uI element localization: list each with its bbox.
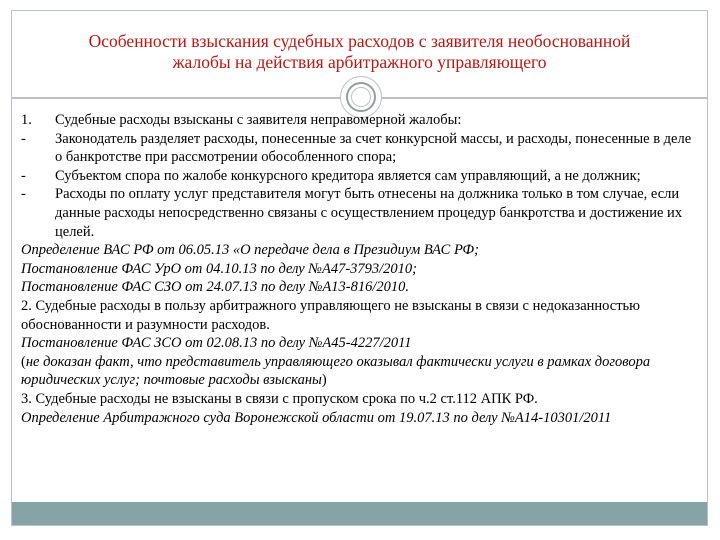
list-item-text: Расходы по оплату услуг представителя могут быть отнесены на должника только в том случае, если данные расходы непосредственно связаны с осуществлением процедур банкротства и достижение их целей. xyxy=(55,186,683,240)
slide-title-line-2: жалобы на действия арбитражного управляющего xyxy=(172,52,547,72)
list-marker: - xyxy=(21,130,26,147)
list-item xyxy=(21,130,693,167)
note-paragraph xyxy=(21,353,693,390)
slide-title xyxy=(12,31,707,73)
list-marker: - xyxy=(21,186,26,203)
note-paren-close: ) xyxy=(321,372,327,389)
circle-ornament-core xyxy=(351,87,371,107)
list-marker: 1. xyxy=(21,112,32,128)
reference-line: Определение Арбитражного суда Воронежской области от 19.07.13 по делу №А14-10301/2011 xyxy=(21,409,612,426)
slide-title-line-1: Особенности взыскания судебных расходов с заявителя необоснованной xyxy=(88,31,631,51)
point-3-text: 3. Судебные расходы не взысканы в связи с пропуском срока по ч.2 ст.112 АПК РФ. xyxy=(21,390,538,407)
reference-line: Определение ВАС РФ от 06.05.13 «О передаче дела в Президиум ВАС РФ; xyxy=(21,242,479,259)
reference-line: Постановление ФАС СЗО от 24.07.13 по делу №А13-816/2010. xyxy=(21,279,409,296)
reference-line: Постановление ФАС УрО от 04.10.13 по делу №А47-3793/2010; xyxy=(21,260,418,277)
list-item-text: Законодатель разделяет расходы, понесенные за счет конкурсной массы, и расходы, понесенные в деле о банкротстве при рассмотрении обособленного спора; xyxy=(55,130,692,166)
list-item xyxy=(21,111,693,130)
point-2-text: 2. Судебные расходы в пользу арбитражного управляющего не взысканы в связи с недоказанностью обоснованности и разумности расходов. xyxy=(21,297,640,333)
reference-line: Постановление ФАС ЗСО от 02.08.13 по делу №А45-4227/2011 xyxy=(21,335,412,352)
circle-ornament-ring xyxy=(346,82,376,112)
list-item xyxy=(21,185,693,241)
note-paren-open: ( xyxy=(21,353,26,370)
slide-body xyxy=(21,111,693,427)
list-item-text: Судебные расходы взысканы с заявителя неправомерной жалобы: xyxy=(55,112,462,128)
list-item xyxy=(21,167,693,186)
list-item-text: Субъектом спора по жалобе конкурсного кредитора является сам управляющий, а не должник; xyxy=(55,167,641,184)
footer-accent-bar xyxy=(12,502,707,525)
list-marker: - xyxy=(21,167,26,184)
note-text: не доказан факт, что представитель управляющего оказывал фактически услуги в рамках договора юридических услуг; почтовые расходы взысканы xyxy=(21,353,651,389)
